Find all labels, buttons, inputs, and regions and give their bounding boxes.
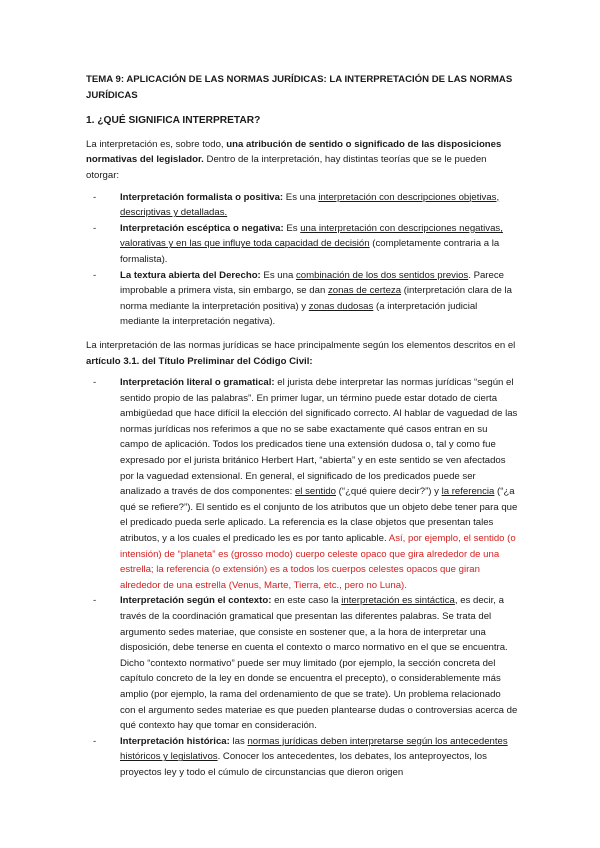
elements-intro-paragraph: [86, 338, 518, 369]
list-item-text: el jurista debe interpretar las normas jurídicas “según el sentido propio de las palabras”. En primer lugar, un término puede estar dotado de cierta ambigüedad que hace difícil la elección del significado correcto. Al hablar de vaguedad de las normas jurídicas nos referimos a que no se sabe exactamente qué casos entran en su campo de aplicación. Todos los predicados tiene una extensión dudosa o, tal y como fue expresado por el jurista británico Herbert Hart, “abierta” y en este sentido se ven afectados por la vaguedad extensional. En general, el significado de los predicados puede ser analizado a través de dos componentes:: [120, 377, 518, 498]
list-item-term: Interpretación según el contexto:: [120, 595, 272, 607]
list-item-text: . Parece improbable a primera vista, sin embargo, se dan: [120, 269, 504, 297]
paragraph-bold: artículo 3.1. del Título Preliminar del Código Civil:: [86, 355, 313, 367]
intro-text: La interpretación es, sobre todo,: [86, 138, 227, 150]
theories-list: [86, 190, 518, 330]
intro-paragraph: [86, 137, 518, 184]
list-item-term: Interpretación escéptica o negativa:: [120, 222, 284, 234]
underlined-text: interpretación es sintáctica: [341, 595, 455, 607]
intro-bold: una atribución de sentido o significado de las disposiciones normativas del legislador.: [86, 138, 502, 166]
underlined-text: el sentido: [294, 486, 337, 498]
document-title: TEMA 9: APLICACIÓN DE LAS NORMAS JURÍDICAS: LA INTERPRETACIÓN DE LAS NORMAS JURÍDICAS: [86, 74, 513, 101]
list-item-text: Es: [283, 222, 301, 234]
bullet-dash: -: [93, 595, 97, 607]
bullet-dash: -: [93, 191, 97, 203]
bullet-dash: -: [93, 222, 97, 234]
list-item-text: Es una: [283, 191, 319, 203]
list-item-text: las: [229, 735, 248, 747]
list-item-term: Interpretación formalista o positiva:: [120, 191, 284, 203]
list-item-text: (“¿a qué se refiere?”). El sentido es el conjunto de los atributos que un objeto debe tener para que el predicado pueda serle aplicado. La referencia es la clase objetos que presentan tales atributos, y a los cuales el predicado les es por tanto aplicable.: [120, 486, 518, 545]
highlighted-example: Así, por ejemplo, el sentido (o intensión) de “planeta” es (grosso modo) cuerpo celeste opaco que gira alrededor de una estrella; la referencia (o extensión) es a todos los cuerpos celestes opacos que giran alrededor de una estrella (Venus, Marte, Tierra, etc., pero no Luna).: [120, 533, 516, 591]
list-item-text: . Conocer los antecedentes, los debates, los anteproyectos, los proyectos ley y todo el cúmulo de circunstancias que dieron origen: [120, 751, 487, 778]
list-item-text: (a interpretación judicial mediante la interpretación negativa).: [120, 300, 478, 328]
list-item-text: en este caso la: [271, 595, 342, 607]
underlined-text: zonas dudosas: [308, 300, 374, 312]
section-heading: 1. ¿QUÉ SIGNIFICA INTERPRETAR?: [86, 115, 261, 127]
elements-list: [86, 375, 518, 780]
list-item-text: (“¿qué quiere decir?”) y: [336, 486, 442, 498]
underlined-text: la referencia: [441, 486, 495, 498]
bullet-dash: -: [93, 377, 97, 389]
list-item-text: (interpretación clara de la norma mediante la interpretación positiva) y: [120, 285, 512, 312]
list-item: [86, 268, 518, 330]
bullet-dash: -: [93, 269, 97, 281]
list-item-term: Interpretación literal o gramatical:: [120, 377, 275, 389]
list-item: [86, 221, 518, 268]
list-item-term: La textura abierta del Derecho:: [120, 269, 261, 281]
list-item-text: Es una: [260, 269, 296, 281]
list-item: [86, 375, 518, 593]
list-item-text: , es decir, a través de la coordinación gramatical que presentan las diferentes palabras. Se trata del argumento sedes materiae, que consiste en sostener que, a la hora de interpretar una disposición, debe tenerse en cuenta el contexto o marco normativo en el que se encuentra. Dicho “contexto normativo” puede ser muy limitado (por ejemplo, la sección concreta del capítulo concreto de la ley en donde se encuentra el precepto), o considerablemente más amplio (por ejemplo, la rama del ordenamiento de que se trate). Un problema relacionado con el argumento sedes materiae es que pueden plantearse dudas o controversias acerca de qué contexto hay que tomar en consideración.: [120, 595, 518, 732]
underlined-text: combinación de los dos sentidos previos: [295, 269, 469, 281]
list-item: [86, 593, 518, 733]
intro-text-end: Dentro de la interpretación, hay distintas teorías que se le pueden otorgar:: [86, 154, 487, 181]
paragraph-text: La interpretación de las normas jurídicas se hace principalmente según los elementos descritos en el: [86, 339, 516, 351]
underlined-text: una interpretación con descripciones negativas, valorativas y en las que influye toda capacidad de decisión: [120, 222, 503, 250]
list-item-term: Interpretación histórica:: [120, 735, 230, 747]
list-item: [86, 734, 518, 781]
list-item-text: (completamente contraria a la formalista).: [120, 238, 500, 265]
bullet-dash: -: [93, 735, 97, 747]
underlined-text: interpretación con descripciones objetivas, descriptivas y detalladas.: [120, 191, 500, 219]
list-item: [86, 190, 518, 221]
underlined-text: zonas de certeza: [327, 285, 402, 297]
underlined-text: normas jurídicas deben interpretarse según los antecedentes históricos y legislativos: [120, 735, 508, 763]
